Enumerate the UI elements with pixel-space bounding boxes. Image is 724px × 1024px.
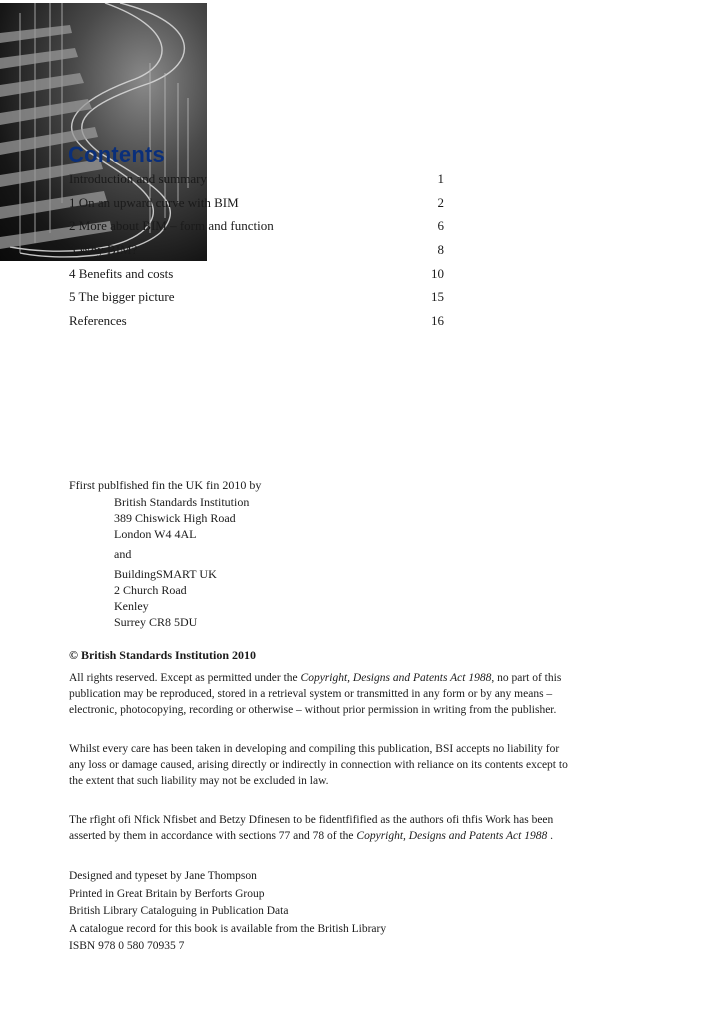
address-line: Kenley (114, 599, 149, 613)
and-connector: and (114, 547, 132, 561)
rights-text: All rights reserved. Except as permitted under the (69, 672, 298, 684)
liability-paragraph: Whilst every care has been taken in developing and compiling this publication, BSI accepts no liability for any loss or damage caused, arising directly or indirectly in connection with reliance on its contents except to the extent that such liability may not be excluded in law. (69, 743, 568, 787)
toc-entry-chapter-1[interactable] (69, 194, 444, 218)
imprint-line: British Library Cataloguing in Publication Data (69, 905, 289, 917)
rights-text-continued: , no part of this publication may be reproduced, stored in a retrieval system or transmitted in any form or by any means – electronic, photocopying, recording or otherwise – without prior permission in writing from the publisher. (69, 672, 562, 716)
toc-entry-page: 8 (437, 242, 444, 258)
authors-text-end: . (547, 830, 553, 842)
toc-entry-page: 1 (437, 171, 444, 186)
address-line: BuildingSMART UK (114, 567, 217, 581)
first-published-text: Ffirst publfished fin the UK fin 2010 by (69, 478, 262, 492)
first-published-line (69, 477, 261, 493)
toc-entry-label: 4 Benefits and costs (69, 265, 174, 281)
imprint-block (69, 868, 386, 956)
address-line: 2 Church Road (114, 583, 187, 597)
toc-entry-page: 15 (431, 289, 444, 305)
toc-entry-chapter-2[interactable] (69, 217, 444, 241)
imprint-line: A catalogue record for this book is available from the British Library (69, 922, 387, 935)
address-line: 389 Chiswick High Road (114, 511, 236, 525)
toc-entry-references[interactable] (69, 312, 444, 336)
toc-entry-page: 6 (437, 218, 444, 234)
toc-entry-label: 2 More about BIM – form and function (69, 218, 274, 234)
authors-paragraph (69, 812, 569, 844)
table-of-contents (69, 170, 444, 336)
toc-entry-chapter-3[interactable] (69, 241, 444, 265)
imprint-line: Printed in Great Britain by Berforts Group (69, 887, 265, 900)
toc-entry-page: 16 (431, 313, 444, 329)
toc-entry-label: 3 Why BIM? (69, 242, 138, 258)
toc-entry-label: 5 The bigger picture (69, 289, 175, 305)
isbn-line: ISBN 978 0 580 70935 7 (69, 940, 185, 952)
toc-entry-chapter-5[interactable] (69, 288, 444, 312)
toc-entry-page: 2 (437, 194, 444, 210)
contents-heading: Contents (68, 142, 165, 167)
address-line: Surrey CR8 5DU (114, 615, 198, 629)
act-title: Copyright, Designs and Patents Act 1988 (356, 830, 548, 842)
imprint-line: Designed and typeset by Jane Thompson (69, 870, 257, 882)
toc-entry-label: 1 On an upward curve with BIM (69, 194, 239, 210)
publisher-address-buildingsmart (114, 566, 217, 630)
address-line: London W4 4AL (114, 527, 197, 541)
toc-entry-introduction[interactable] (69, 170, 444, 194)
copyright-heading: © British Standards Institution 2010 (69, 648, 257, 662)
authors-text: The rfight ofi Nfick Nfisbet and Betzy Dfinesen to be fidentfifified as the authors ofi thfis Work has been asserted by them in accordance with sections 77 and 78 of the (69, 814, 554, 842)
toc-entry-chapter-4[interactable] (69, 265, 444, 289)
toc-entry-page: 10 (431, 265, 444, 281)
publisher-address-bsi (114, 494, 249, 542)
toc-entry-label: Introduction and summary (69, 171, 207, 186)
toc-entry-label: References (69, 313, 127, 329)
address-line: British Standards Institution (114, 495, 250, 509)
rights-reserved-paragraph (69, 670, 569, 718)
act-title: Copyright, Designs and Patents Act 1988 (300, 672, 492, 684)
